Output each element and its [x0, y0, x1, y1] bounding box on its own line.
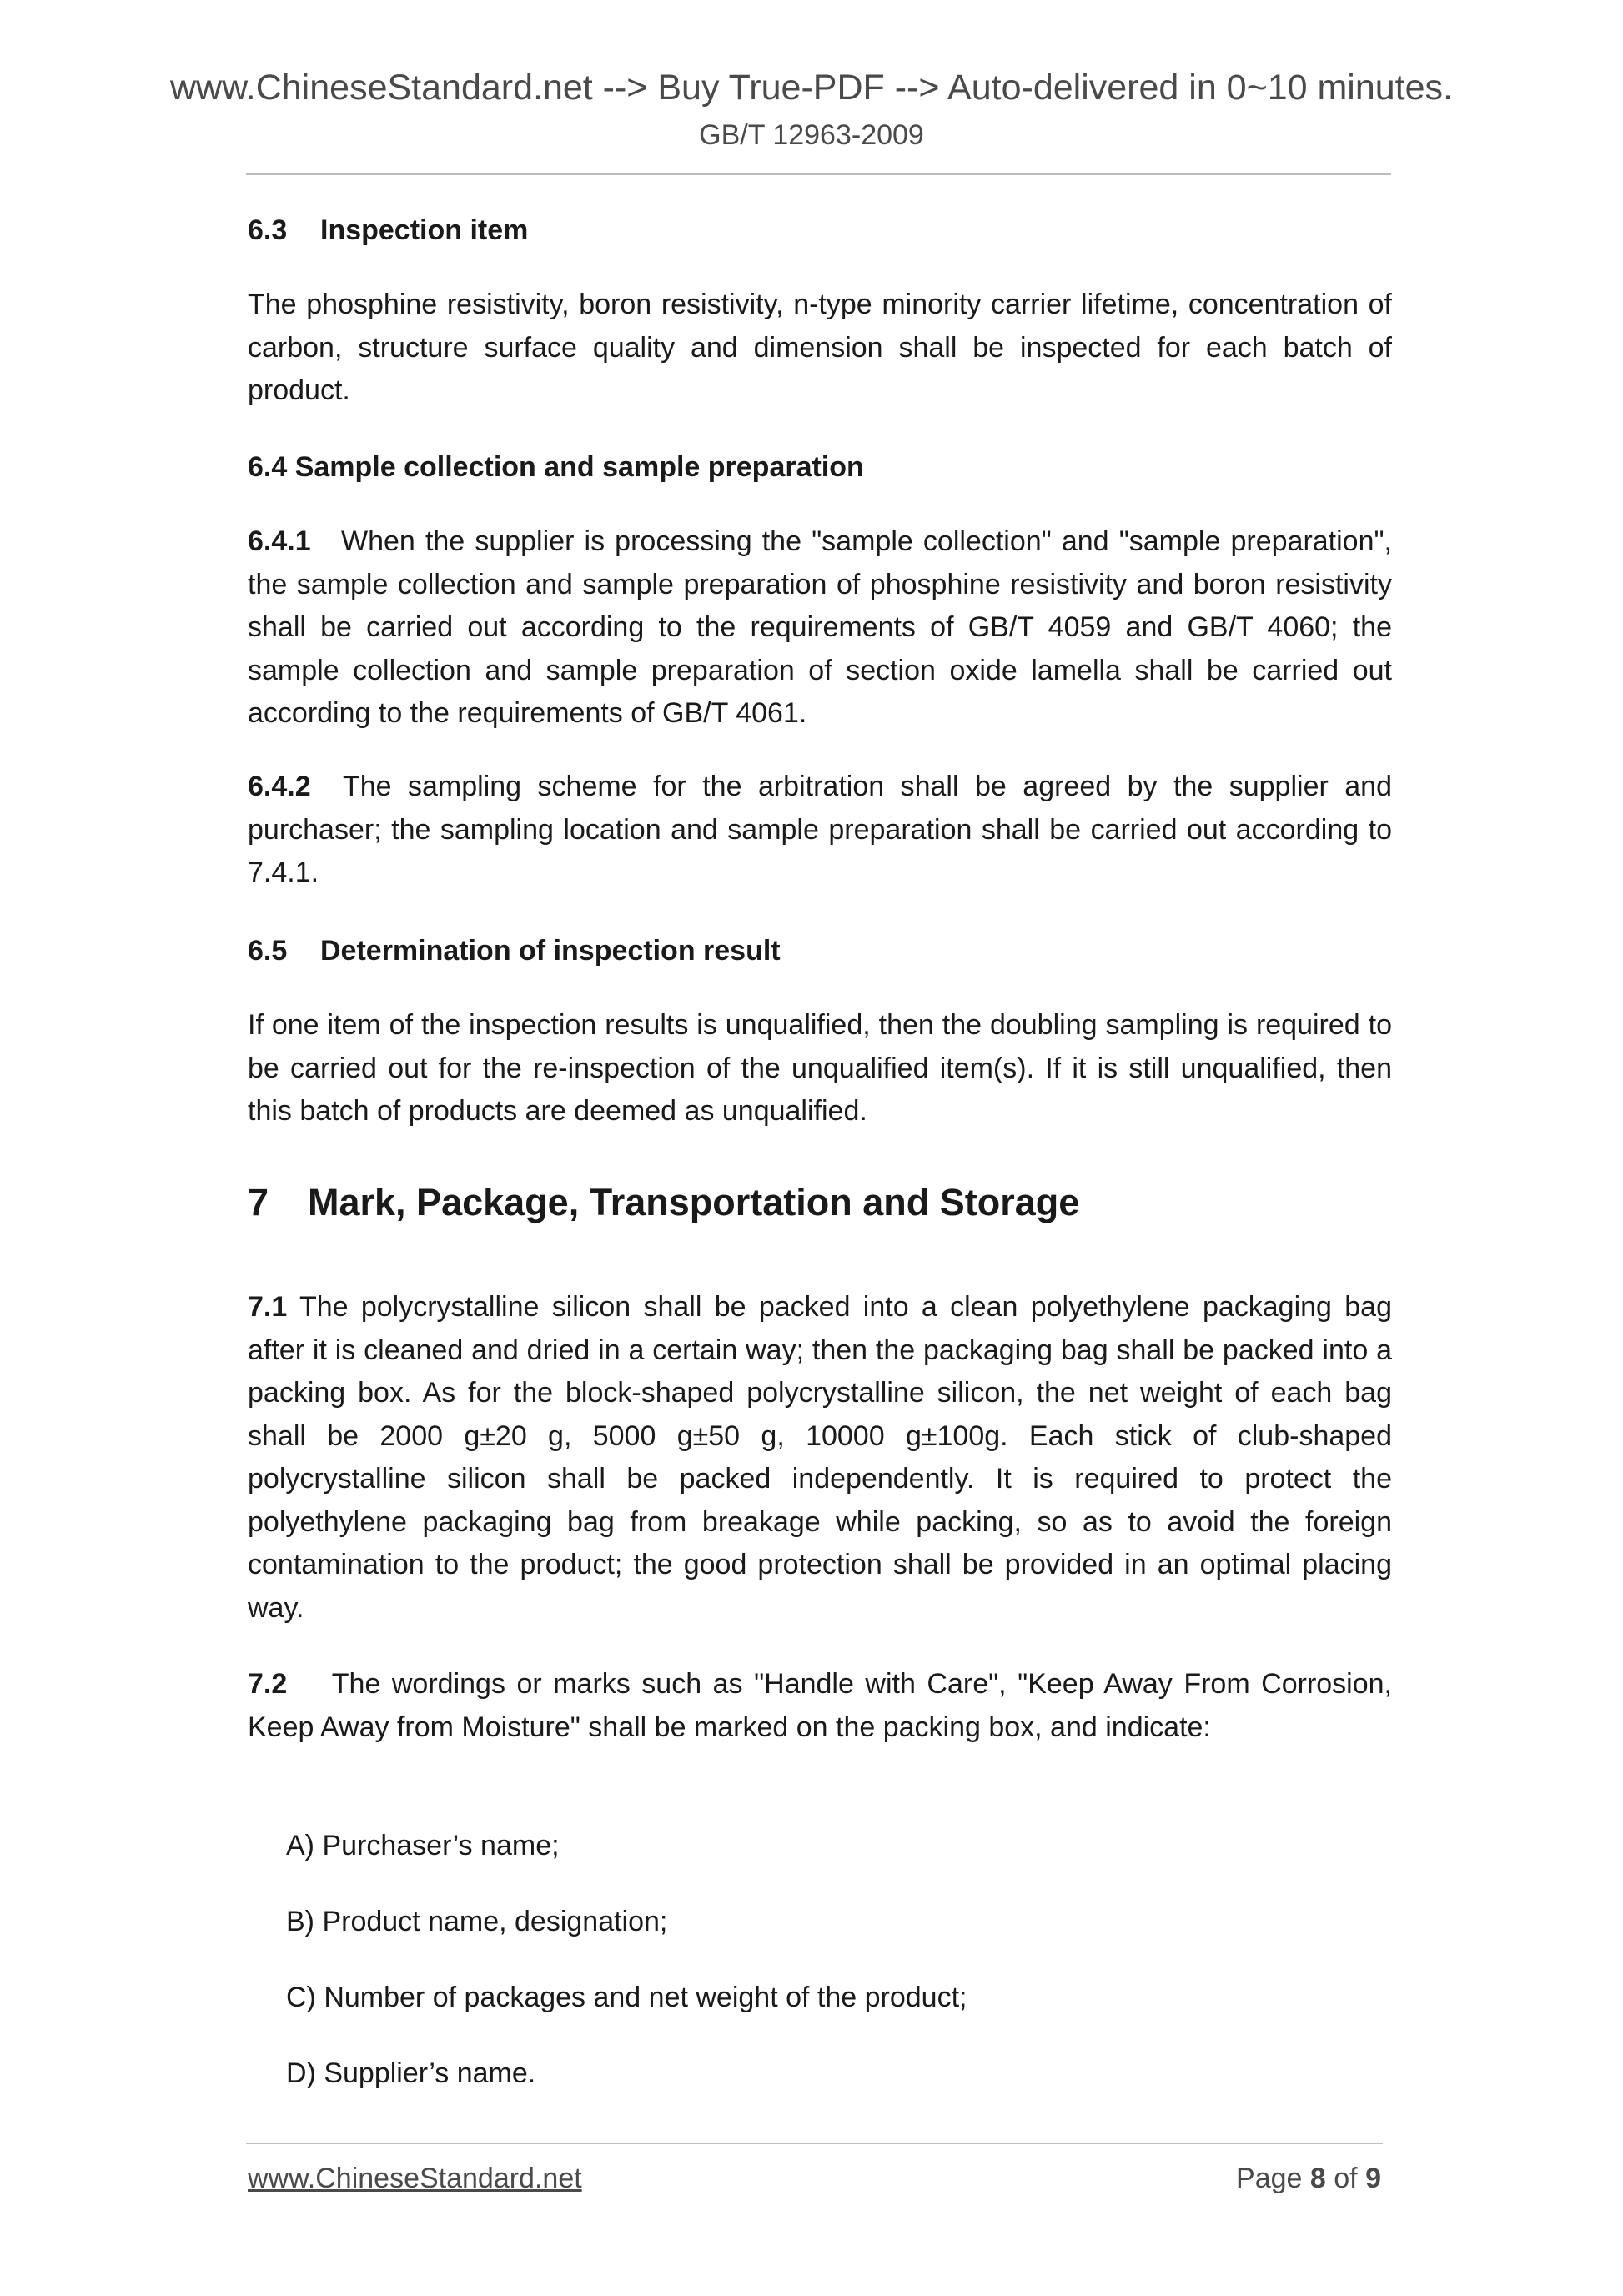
- list-item: D) Supplier’s name.: [286, 2057, 536, 2089]
- paragraph-6-4-1: 6.4.1 When the supplier is processing the "sample collection" and "sample preparation", the sample collection and sample preparation of phosphine resistivity and boron resistivity shall be carried out according to the requirements of GB/T 4059 and GB/T 4060; the sample collection and sample preparation of section oxide lamella shall be carried out according to the requirements of GB/T 4061.: [248, 525, 1393, 729]
- heading-6-5: 6.5 Determination of inspection result: [248, 935, 781, 967]
- page-number: Page 8 of 9: [1236, 2163, 1381, 2194]
- standard-number: GB/T 12963-2009: [699, 119, 924, 151]
- list-item: C) Number of packages and net weight of the product;: [286, 1982, 967, 2013]
- list-item: B) Product name, designation;: [286, 1906, 668, 1937]
- heading-6-4: 6.4 Sample collection and sample preparation: [248, 451, 864, 483]
- heading-7: 7 Mark, Package, Transportation and Storage: [248, 1181, 1080, 1223]
- footer-divider: [246, 2143, 1383, 2144]
- paragraph-6-4-2: 6.4.2 The sampling scheme for the arbitration shall be agreed by the supplier and purchaser; the sampling location and sample preparation shall be carried out according to 7.4.1.: [248, 771, 1392, 888]
- paragraph-6-5: If one item of the inspection results is unqualified, then the doubling sampling is required to be carried out for the re-inspection of the unqualified item(s). If it is still unqualified, then this batch of products are deemed as unqualified.: [248, 1009, 1392, 1127]
- paragraph-7-2: 7.2 The wordings or marks such as "Handle with Care", "Keep Away From Corrosion, Keep Away from Moisture" shall be marked on the packing box, and indicate:: [248, 1668, 1393, 1743]
- list-item: A) Purchaser’s name;: [286, 1830, 560, 1861]
- paragraph-6-3: The phosphine resistivity, boron resistivity, n-type minority carrier lifetime, concentration of carbon, structure surface quality and dimension shall be inspected for each batch of product.: [248, 289, 1392, 406]
- heading-6-3: 6.3 Inspection item: [248, 214, 529, 246]
- footer-website-link[interactable]: www.ChineseStandard.net: [248, 2163, 582, 2194]
- header-divider: [246, 173, 1391, 175]
- paragraph-7-1: 7.1 The polycrystalline silicon shall be packed into a clean polyethylene packaging bag after it is cleaned and dried in a certain way; then the packaging bag shall be packed into a packing box. As for the block-shaped polycrystalline silicon, the net weight of each bag shall be 2000 g±20 g, 5000 g±50 g, 10000 g±100g. Each stick of club-shaped polycrystalline silicon shall be packed independently. It is required to protect the polyethylene packaging bag from breakage while packing, so as to avoid the foreign contamination to the product; the good protection shall be provided in an optimal placing way.: [248, 1291, 1392, 1624]
- header-banner: www.ChineseStandard.net --> Buy True-PDF --> Auto-delivered in 0~10 minutes.: [169, 68, 1453, 108]
